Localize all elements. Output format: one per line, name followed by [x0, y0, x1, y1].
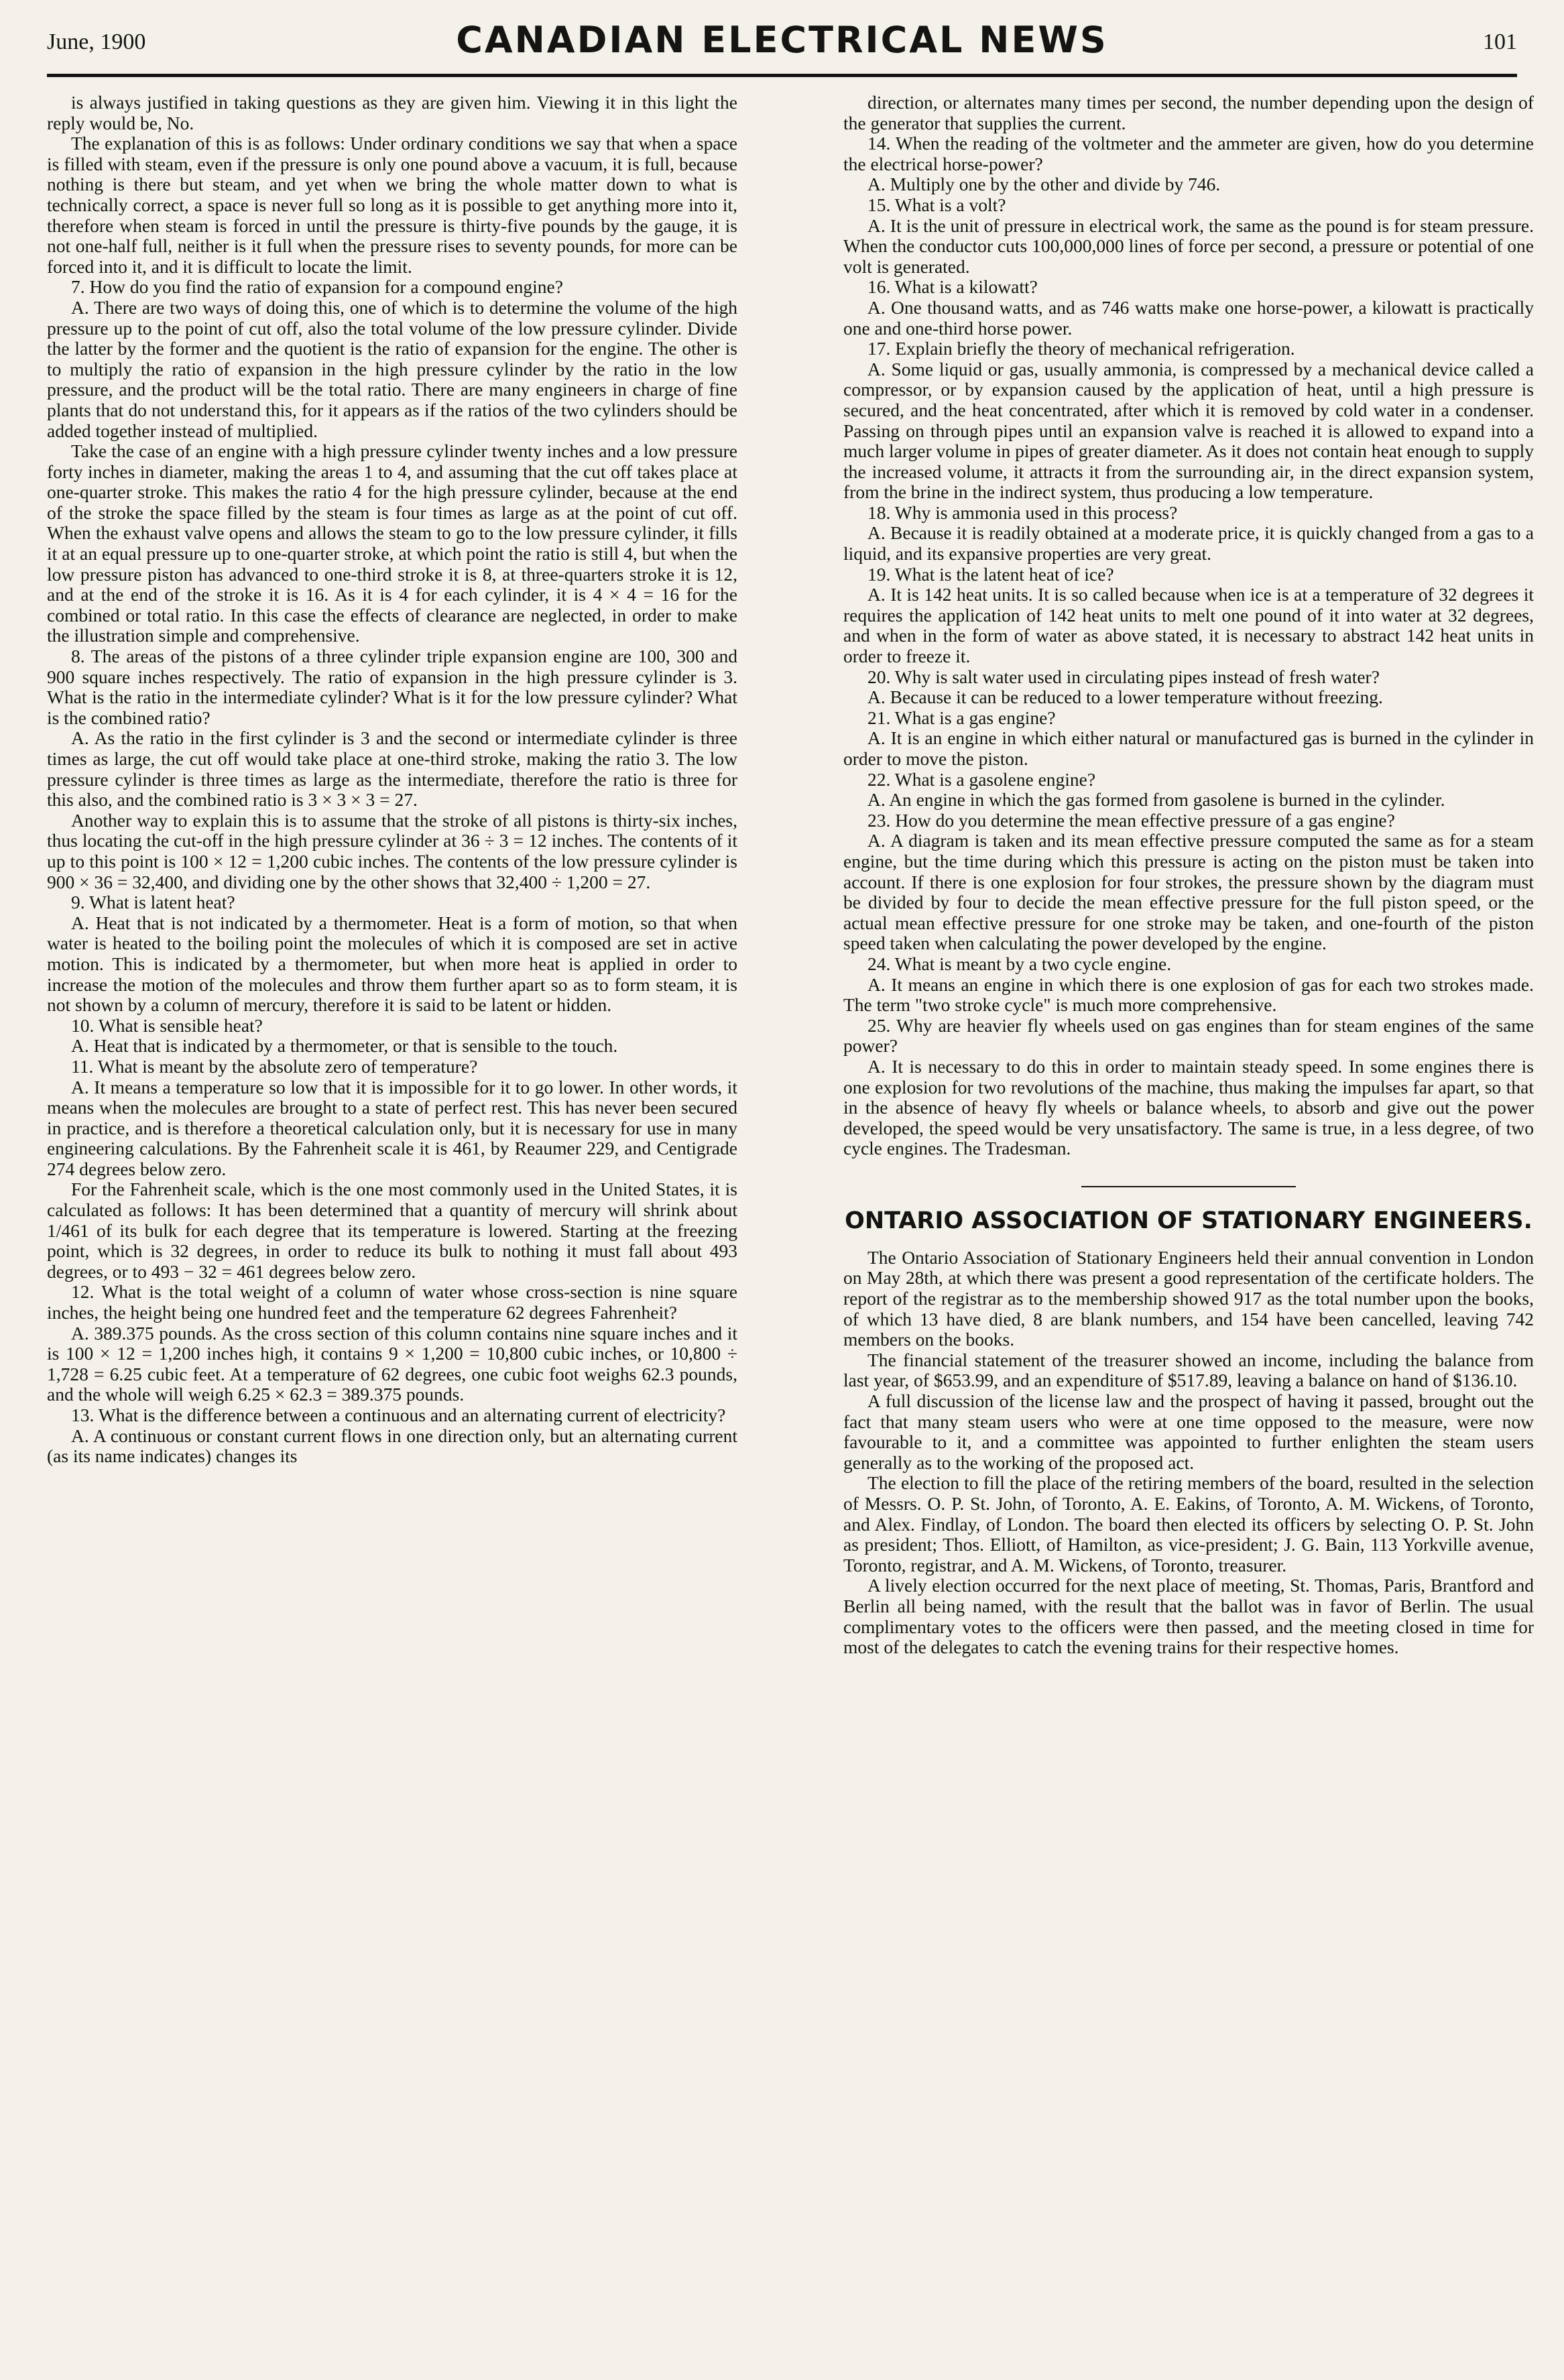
paragraph: A. Multiply one by the other and divide by 746.	[867, 174, 1221, 195]
paragraph: 16. What is a kilowatt?	[867, 276, 1038, 298]
paragraph: 18. Why is ammonia used in this process?	[867, 501, 1178, 523]
paragraph: is always justified in taking questions as they are given him. Viewing it in this light the reply would be, No.	[47, 93, 737, 133]
paragraph: A. 389.375 pounds. As the cross section of this column contains nine square inches and it is 100 × 12 = 1,200 inches high, it contains 9 × 1,200 = 10,800 cubic inches, or 10,800 ÷ 1,728 = 6.25 cubic feet. At a temperature of 62 degrees, one cubic foot weighs 62.3 pounds, and the whole will weigh 6.25 × 62.3 = 389.375 pounds.	[47, 1322, 737, 1405]
paragraph: 12. What is the total weight of a column of water whose cross-section is nine square inches, the height being one hundred feet and the temperature 62 degrees Fahrenheit?	[47, 1281, 737, 1323]
paragraph: A. An engine in which the gas formed from gasolene is burned in the cylinder.	[867, 789, 1445, 811]
paragraph: 22. What is a gasolene engine?	[867, 768, 1096, 790]
left-column	[47, 93, 737, 2359]
paragraph: 19. What is the latent heat of ice?	[867, 563, 1114, 585]
article-paragraph: The financial statement of the treasurer showed an income, including the balance from last year, of $653.99, and an expenditure of $517.89, leaving a balance on hand of $136.10.	[843, 1349, 1534, 1391]
paragraph: A. Because it can be reduced to a lower temperature without freezing.	[867, 687, 1383, 708]
paragraph: 11. What is meant by the absolute zero of temperature?	[71, 1055, 478, 1077]
paragraph: A. There are two ways of doing this, one of which is to determine the volume of the high pressure up to the point of cut off, also the total volume of the low pressure cylinder. Divide the latter by the former and the quotient is the ratio of expansion for the engine. The other is to multiply the ratio of expansion in the high pressure cylinder by the ratio in the low pressure, and the product will be the total ratio. There are many engineers in charge of fine plants that do not understand this, for it appears as if the ratios of the two cylinders should be added together instead of multiplied.	[47, 296, 737, 441]
paragraph: 21. What is a gas engine?	[867, 707, 1056, 728]
paragraph: A. A continuous or constant current flows in one direction only, but an alternating current (as its name indicates) changes its	[47, 1425, 737, 1467]
paragraph: A. It is 142 heat units. It is so called because when ice is at a temperature of 32 degrees it requires the application of 142 heat units to melt one pound of it into water at 32 degrees, and when in the form of water as above stated, it is necessary to abstract 142 heat units in order to freeze it.	[843, 584, 1534, 667]
paragraph: A. Heat that is not indicated by a thermometer. Heat is a form of motion, so that when water is heated to the boiling point the molecules of which it is composed are set in active motion. This is indicated by a thermometer, but when more heat is applied in order to increase the motion of the molecules and throw them further apart so as to form steam, it is not shown by a column of mercury, therefore it is said to be latent or hidden.	[47, 912, 737, 1016]
publication-title: CANADIAN ELECTRICAL NEWS	[456, 19, 1108, 61]
paragraph: 9. What is latent heat?	[71, 892, 235, 913]
paragraph: A. As the ratio in the first cylinder is 3 and the second or intermediate cylinder is three times as large, the cut off would take place at one-third stroke, making the ratio 3. The low pressure cylinder is three times as large as the intermediate, therefore the ratio is three for this also, and the combined ratio is 3 × 3 × 3 = 27.	[47, 727, 737, 811]
article-paragraph: A full discussion of the license law and the prospect of having it passed, brought out the fact that many steam users who were at one time opposed to the measure, were now favourable to it, and a committee was appointed to further enlighten the steam users generally as to the working of the proposed act.	[843, 1390, 1534, 1473]
paragraph: Take the case of an engine with a high pressure cylinder twenty inches and a low pressure forty inches in diameter, making the areas 1 to 4, and assuming that the cut off takes place at one-quarter stroke. This makes the ratio 4 for the high pressure cylinder, because at the end of the stroke the space filled by the steam is four times as large as at the point of cut off. When the exhaust valve opens and allows the steam to go to the low pressure cylinder, it fills it at an equal pressure up to one-quarter stroke, at which point the ratio is still 4, but when the low pressure piston has advanced to one-third stroke it is 8, at three-quarters stroke it is 12, and at the end of the stroke it is 16. As it is 4 for each cylinder, it is 4 × 4 = 16 for the combined or total ratio. In this case the effects of clearance are neglected, in order to make the illustration simple and comprehensive.	[47, 440, 737, 646]
paragraph: A. Some liquid or gas, usually ammonia, is compressed by a mechanical device called a compressor, or by expansion caused by the application of heat, until a high pressure is secured, and the heat concentrated, after which it is removed by cold water in a condenser. Passing on through pipes until an expansion valve is reached it is allowed to expand into a much larger volume in pipes of greater diameter. As it does not contain heat enough to supply the increased volume, it attracts it from the surrounding air, in the direct expansion system, from the brine in the indirect system, thus producing a low temperature.	[843, 358, 1534, 503]
paragraph: The explanation of this is as follows: Under ordinary conditions we say that when a space is filled with steam, even if the pressure is only one pound above a vacuum, it is full, because nothing is there but steam, and yet when we bring the whole matter down to what is technically correct, a space is never full so long as it is possible to get anything more into it, therefore when steam is forced in until the pressure is thirty-five pounds by the gauge, it is not one-half full, neither is it full when the pressure rises to seventy pounds, for more can be forced into it, and it is difficult to locate the limit.	[47, 133, 737, 277]
paragraph: 14. When the reading of the voltmeter and the ammeter are given, how do you determine the electrical horse-power?	[843, 133, 1534, 174]
paragraph: 7. How do you find the ratio of expansion for a compound engine?	[71, 276, 563, 298]
paragraph: 17. Explain briefly the theory of mechanical refrigeration.	[867, 338, 1295, 359]
issue-date: June, 1900	[47, 29, 146, 54]
paragraph: 8. The areas of the pistons of a three cylinder triple expansion engine are 100, 300 and 900 square inches respectively. The ratio of expansion in the high pressure cylinder is 3. What is the ratio in the intermediate cylinder? What is it for the low pressure cylinder? What is the combined ratio?	[47, 646, 737, 728]
paragraph: For the Fahrenheit scale, which is the one most commonly used in the United States, it is calculated as follows: It has been determined that a quantity of mercury will shrink about 1/461 of its bulk for each degree that its temperature is lowered. Starting at the freezing point, which is 32 degrees, in order to reduce its bulk to nothing it must fall about 493 degrees, or to 493 − 32 = 461 degrees below zero.	[47, 1179, 737, 1282]
article-paragraph: A lively election occurred for the next place of meeting, St. Thomas, Paris, Brantford and Berlin all being named, with the result that the ballot was in favor of Berlin. The usual complimentary votes to the officers were then passed, and the meeting closed in time for most of the delegates to catch the evening trains for their respective homes.	[843, 1575, 1534, 1658]
paragraph: A. It is necessary to do this in order to maintain steady speed. In some engines there is one explosion for two revolutions of the machine, thus making the impulses far apart, so that in the absence of heavy fly wheels or balance wheels, to absorb and give out the power developed, the speed would be very unsatisfactory. The same is true, in a less degree, of two cycle engines. The Tradesman.	[843, 1055, 1534, 1159]
paragraph: A. It means an engine in which there is one explosion of gas for each two strokes made. The term "two stroke cycle" is much more comprehensive.	[843, 973, 1534, 1016]
paragraph: A. It is the unit of pressure in electrical work, the same as the pound is for steam pressure. When the conductor cuts 100,000,000 lines of force per second, a pressure or potential of one volt is generated.	[843, 215, 1534, 277]
article-paragraph: The Ontario Association of Stationary Engineers held their annual convention in London on May 28th, at which there was present a good representation of the certificate holders. The report of the registrar as to the membership showed 917 as the total number upon the books, of which 13 have died, 8 are blank numbers, and 154 have been cancelled, leaving 742 members on the books.	[843, 1246, 1534, 1350]
section-divider	[1081, 1186, 1296, 1187]
paragraph: 10. What is sensible heat?	[71, 1014, 263, 1036]
paragraph: A. It is an engine in which either natural or manufactured gas is burned in the cylinder in order to move the piston.	[843, 727, 1534, 769]
paragraph: A. Because it is readily obtained at a moderate price, it is quickly changed from a gas to a liquid, and its expansive properties are very great.	[843, 522, 1534, 564]
paragraph: 13. What is the difference between a continuous and an alternating current of electricity?	[71, 1405, 726, 1425]
page-number: 101	[1483, 29, 1517, 54]
qa-continuation	[843, 93, 1534, 1159]
ontario-article	[843, 1248, 1534, 1658]
paragraph: A. A diagram is taken and its mean effective pressure computed the same as for a steam engine, but the time during which this pressure is acting on the piston must be taken into account. If there is one explosion for four strokes, the pressure shown by the diagram must be divided by four to decide the mean effective pressure for the full piston speed, or the actual mean effective pressure for one stroke may be taken, and one-fourth of the piston speed taken when calculating the power developed by the engine.	[843, 830, 1534, 954]
paragraph: A. One thousand watts, and as 746 watts make one horse-power, a kilowatt is practically one and one-third horse power.	[843, 296, 1534, 339]
paragraph: A. It means a temperature so low that it is impossible for it to go lower. In other words, it means when the molecules are brought to a state of perfect rest. This has never been secured in practice, and is therefore a theoretical calculation only, but it is necessary for use in many engineering calculations. By the Fahrenheit scale it is 461, by Reaumer 229, and Centigrade 274 degrees below zero.	[47, 1076, 737, 1179]
right-column	[843, 93, 1534, 2359]
paragraph: 24. What is meant by a two cycle engine.	[867, 953, 1172, 974]
article-paragraph: The election to fill the place of the retiring members of the board, resulted in the selection of Messrs. O. P. St. John, of Toronto, A. E. Eakins, of Toronto, A. M. Wickens, of Toronto, and Alex. Findlay, of London. The board then elected its officers by selecting O. P. St. John as president; Thos. Elliott, of Hamilton, as vice-president; J. G. Bain, 113 Yorkville avenue, Toronto, registrar, and A. M. Wickens, of Toronto, treasurer.	[843, 1472, 1534, 1575]
paragraph: 15. What is a volt?	[867, 194, 1006, 215]
paragraph: direction, or alternates many times per second, the number depending upon the design of the generator that supplies the current.	[843, 93, 1534, 133]
paragraph: A. Heat that is indicated by a thermometer, or that is sensible to the touch.	[71, 1035, 618, 1057]
paragraph: 25. Why are heavier fly wheels used on gas engines than for steam engines of the same power?	[843, 1014, 1534, 1057]
paragraph: 20. Why is salt water used in circulating pipes instead of fresh water?	[867, 666, 1380, 687]
paragraph: Another way to explain this is to assume that the stroke of all pistons is thirty-six inches, thus locating the cut-off in the high pressure cylinder at 36 ÷ 3 = 12 inches. The contents of it up to this point is 100 × 12 = 1,200 cubic inches. The contents of the low pressure cylinder is 900 × 36 = 32,400, and dividing one by the other shows that 32,400 ÷ 1,200 = 27.	[47, 809, 737, 892]
masthead	[47, 12, 1517, 77]
paragraph: 23. How do you determine the mean effective pressure of a gas engine?	[867, 809, 1395, 831]
section-heading: ONTARIO ASSOCIATION OF STATIONARY ENGINEERS.	[845, 1207, 1532, 1234]
